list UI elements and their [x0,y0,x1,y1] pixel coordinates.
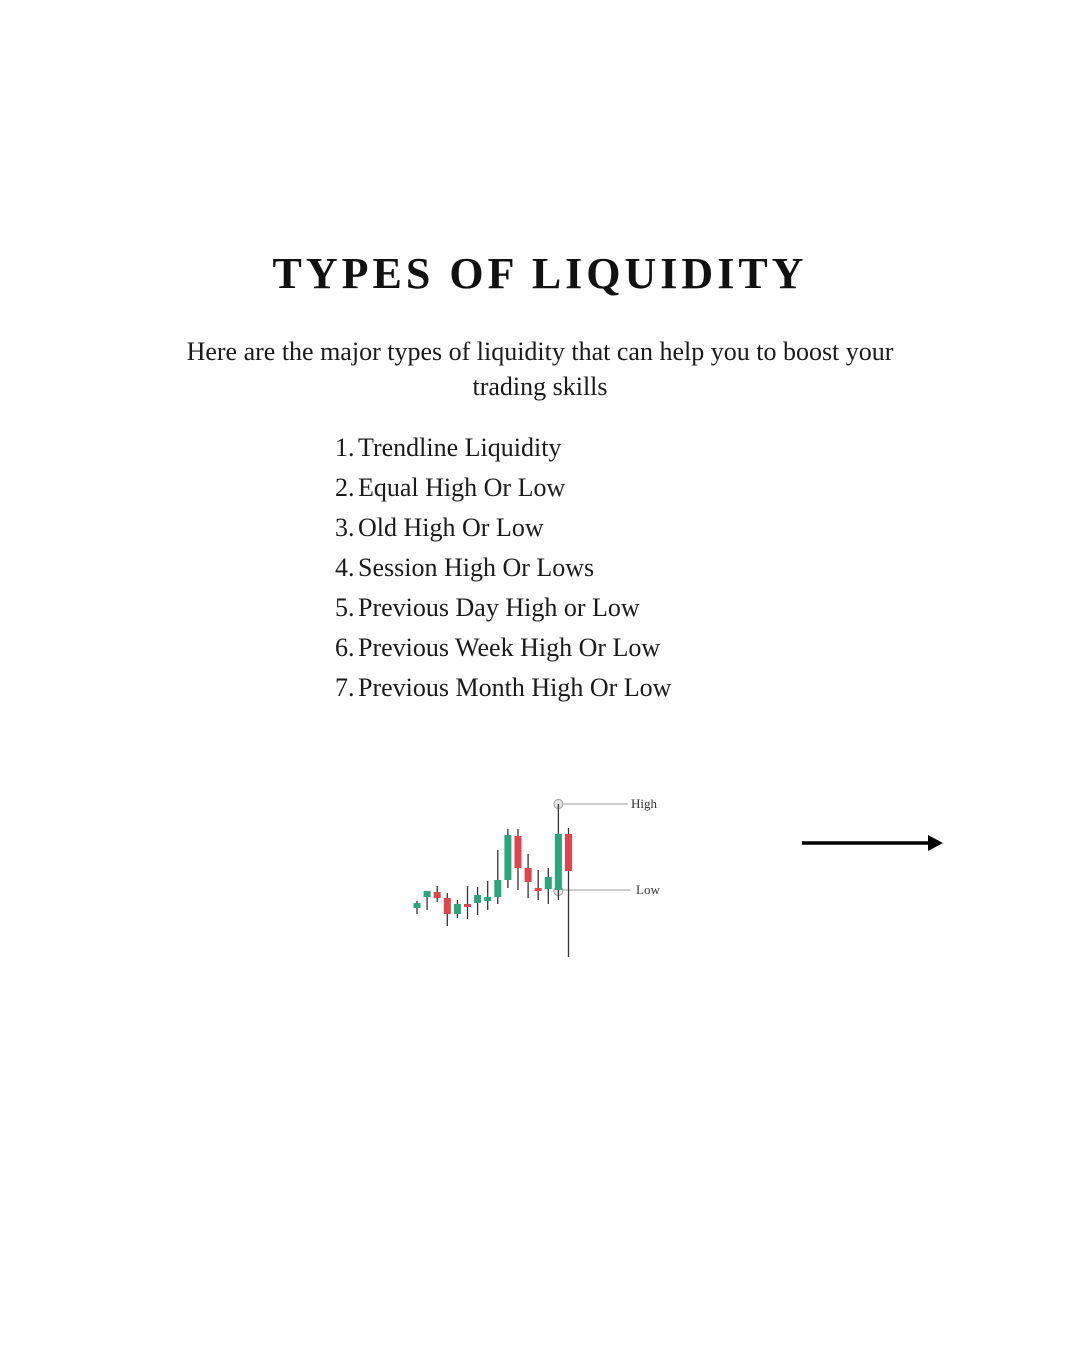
candle [434,886,441,902]
candle-body [424,891,431,897]
candle [504,829,511,888]
list-item [335,468,671,508]
candle-body [555,834,562,890]
list-item [335,628,671,668]
candle-body [484,897,491,901]
candle [515,829,522,890]
liquidity-types-list [335,428,671,708]
candle-body [494,880,501,897]
candle-body [414,903,421,908]
candle-body [464,904,471,907]
high-label: High [631,796,657,811]
page-title: TYPES OF LIQUIDITY [272,249,808,298]
list-item-label: Previous Week High Or Low [358,633,661,662]
list-item-number: 2. [335,473,355,502]
candle-body [515,836,522,868]
candle [545,868,552,904]
low-label: Low [636,882,660,897]
list-item-number: 4. [335,553,355,582]
list-item-number: 5. [335,593,355,622]
list-item-label: Session High Or Lows [358,553,595,582]
candle [444,893,451,926]
candle-body [474,895,481,903]
candle [424,891,431,910]
candle [474,887,481,915]
candle [414,901,421,914]
list-item [335,668,671,708]
candlestick-chart [400,760,680,970]
list-item-label: Equal High Or Low [358,473,566,502]
candle [555,804,562,900]
candle [494,850,501,904]
candle-body [454,904,461,914]
candle-body [444,898,451,914]
list-item-label: Trendline Liquidity [358,433,562,462]
list-item [335,428,671,468]
candle-body [565,834,572,871]
candle [535,870,542,900]
list-item-number: 7. [335,673,355,702]
candle [565,828,572,957]
candle-body [535,888,542,891]
candle [525,854,532,898]
candle [484,881,491,910]
candle [464,886,471,919]
list-item [335,508,671,548]
list-item [335,588,671,628]
list-item-label: Previous Day High or Low [358,593,640,622]
candle [454,900,461,918]
list-item [335,548,671,588]
candle-body [545,877,552,889]
candlestick-illustration [400,760,680,970]
list-item-number: 3. [335,513,355,542]
intro-text: Here are the major types of liquidity that can help you to boost your trading skills [186,337,894,401]
candle-body [504,835,511,880]
candle-body [434,892,441,898]
list-item-label: Previous Month High Or Low [358,673,672,702]
candles-group [414,804,573,957]
list-item-number: 6. [335,633,355,662]
list-item-number: 1. [335,433,355,462]
candle-body [525,868,532,882]
list-item-label: Old High Or Low [358,513,544,542]
next-arrow-icon[interactable] [800,830,946,856]
